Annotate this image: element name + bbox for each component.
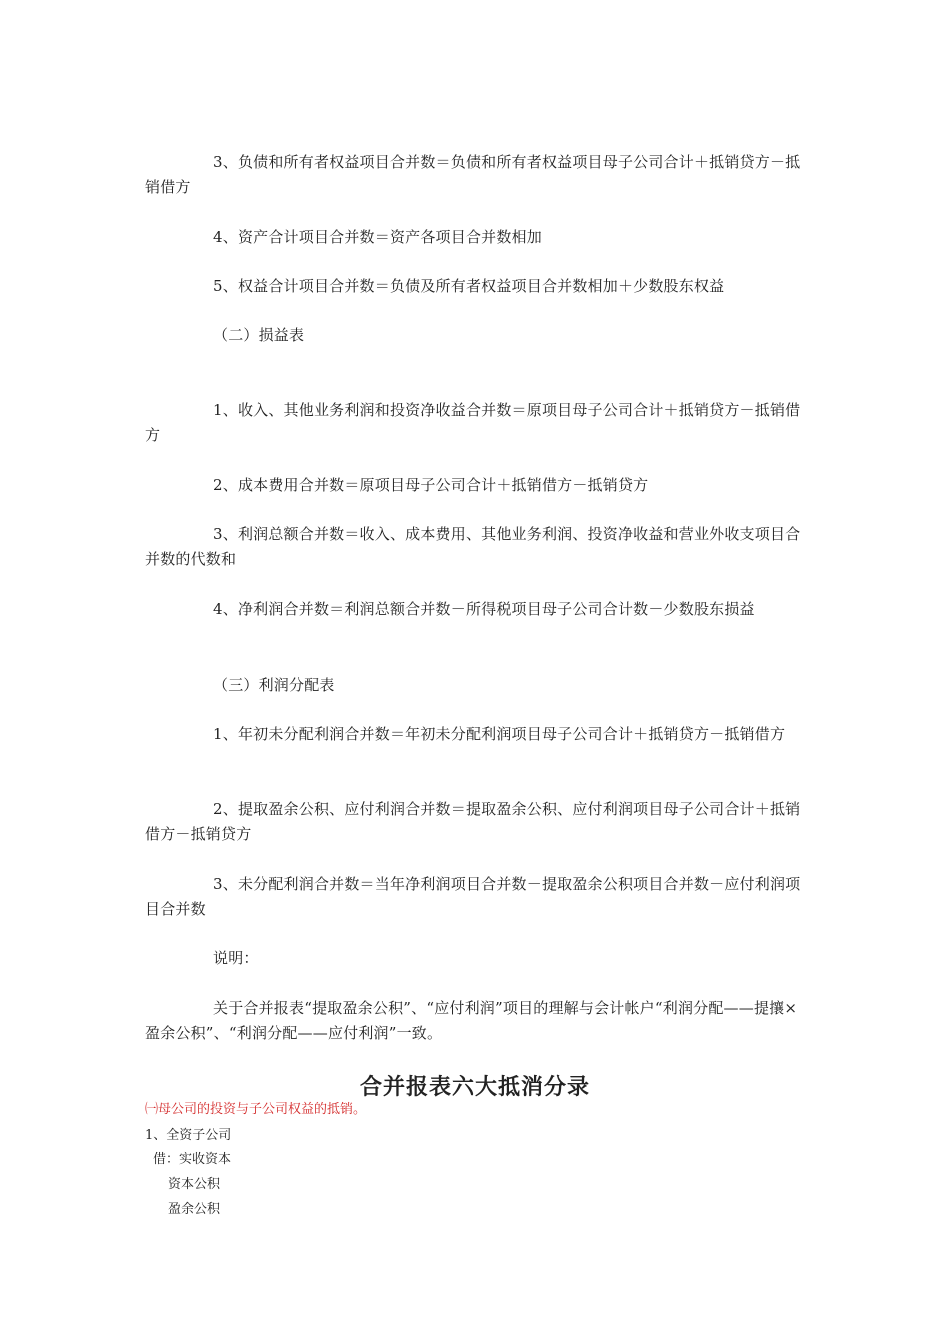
paragraph: 3、负债和所有者权益项目合并数＝负债和所有者权益项目母子公司合计＋抵销贷方－抵销借方 <box>145 153 801 196</box>
paragraph: 2、提取盈余公积、应付利润合并数＝提取盈余公积、应付利润项目母子公司合计＋抵销借方－抵销贷方 <box>145 800 801 843</box>
section-heading: （二）损益表 <box>213 326 305 344</box>
paragraph: 关于合并报表“提取盈余公积”、“应付利润”项目的理解与会计帐户“利润分配——提攘×盈余公积”、“利润分配——应付利润”一致。 <box>145 999 798 1042</box>
paragraph: 3、未分配利润合并数＝当年净利润项目合并数－提取盈余公积项目合并数－应付利润项目合并数 <box>145 875 801 918</box>
paragraph: 5、权益合计项目合并数＝负债及所有者权益项目合并数相加＋少数股东权益 <box>213 277 725 295</box>
paragraph: 4、资产合计项目合并数＝资产各项目合并数相加 <box>213 228 542 246</box>
note-label: 说明： <box>213 949 259 967</box>
paragraph: 4、净利润合并数＝利润总额合并数－所得税项目母子公司合计数－少数股东损益 <box>213 600 755 618</box>
entry-line: 资本公积 <box>168 1177 221 1192</box>
red-subheading: ㈠母公司的投资与子公司权益的抵销。 <box>145 1102 367 1117</box>
page-title: 合并报表六大抵消分录 <box>359 1074 590 1100</box>
paragraph: 1、年初未分配利润合并数＝年初未分配利润项目母子公司合计＋抵销贷方－抵销借方 <box>213 725 786 743</box>
paragraph: 1、收入、其他业务利润和投资净收益合并数＝原项目母子公司合计＋抵销贷方－抵销借方 <box>145 401 801 444</box>
entry-debit: 借：实收资本 <box>153 1152 232 1167</box>
entry-line: 盈余公积 <box>168 1202 221 1217</box>
paragraph: 2、成本费用合并数＝原项目母子公司合计＋抵销借方－抵销贷方 <box>213 476 649 494</box>
entry-item: 1、全资子公司 <box>145 1128 232 1143</box>
paragraph: 3、利润总额合并数＝收入、成本费用、其他业务利润、投资净收益和营业外收支项目合并数的代数和 <box>145 525 801 568</box>
section-heading: （三）利润分配表 <box>213 676 335 694</box>
